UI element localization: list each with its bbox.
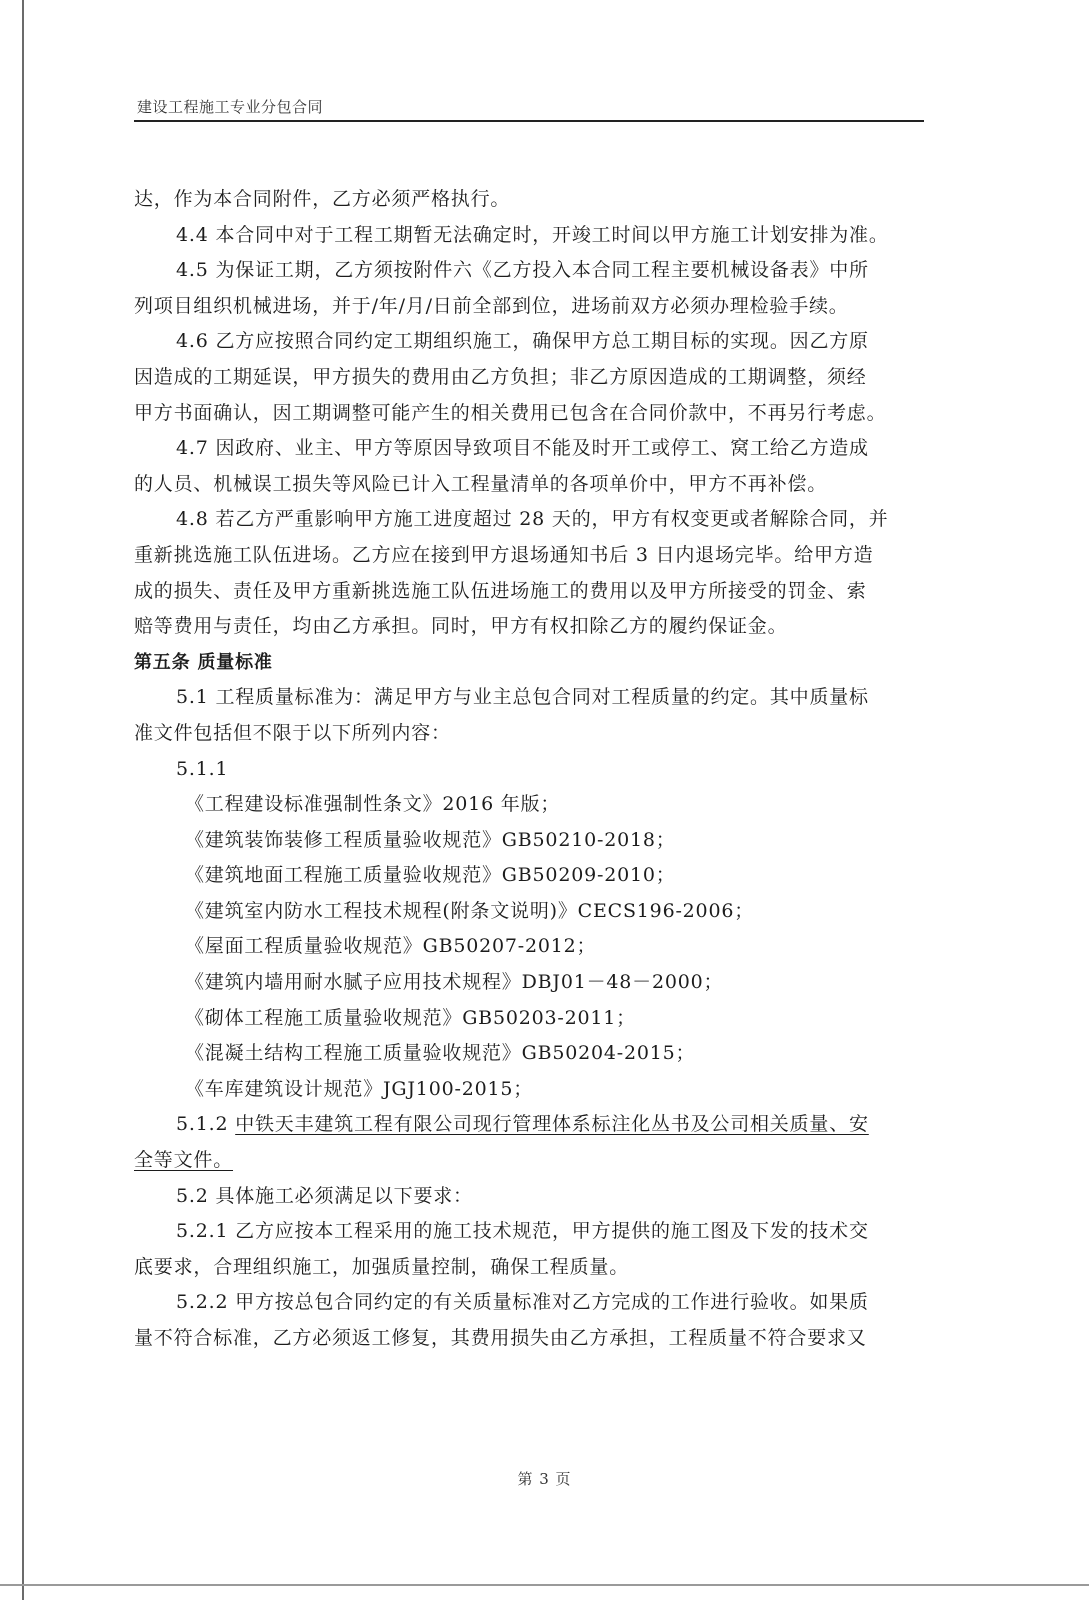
- standard-list-item: 《工程建设标准强制性条文》2016 年版；: [185, 793, 561, 816]
- paragraph-line: 准文件包括但不限于以下所列内容：: [134, 721, 451, 744]
- contract-body: [134, 182, 924, 1357]
- clause-5-2: 5.2 具体施工必须满足以下要求：: [176, 1184, 473, 1207]
- clause-number: 5.1.2: [176, 1113, 236, 1136]
- paragraph-line: 量不符合标准，乙方必须返工修复，其费用损失由乙方承担，工程质量不符合要求又: [134, 1327, 867, 1349]
- clause-5-1-1: 5.1.1: [176, 757, 229, 780]
- paragraph-line: 重新挑选施工队伍进场。乙方应在接到甲方退场通知书后 3 日内退场完毕。给甲方造: [134, 543, 874, 566]
- clause-4-6: 4.6 乙方应按照合同约定工期组织施工，确保甲方总工期目标的实现。因乙方原: [176, 330, 869, 353]
- clause-4-7: 4.7 因政府、业主、甲方等原因导致项目不能及时开工或停工、窝工给乙方造成: [176, 437, 869, 460]
- standard-list-item: 《建筑内墙用耐水腻子应用技术规程》DBJ01－48－2000；: [185, 971, 724, 994]
- clause-4-4: 4.4 本合同中对于工程工期暂无法确定时，开竣工时间以甲方施工计划安排为准。: [176, 223, 889, 246]
- clause-5-2-2: 5.2.2 甲方按总包合同约定的有关质量标准对乙方完成的工作进行验收。如果质: [176, 1291, 869, 1314]
- paragraph-line: 因造成的工期延误，甲方损失的费用由乙方负担；非乙方原因造成的工期调整，须经: [134, 365, 867, 388]
- underlined-text: 全等文件。: [134, 1149, 234, 1172]
- standard-list-item: 《混凝土结构工程施工质量验收规范》GB50204-2015；: [185, 1042, 696, 1065]
- paragraph-line: 达，作为本合同附件，乙方必须严格执行。: [134, 188, 511, 210]
- paragraph-line: 甲方书面确认，因工期调整可能产生的相关费用已包含在合同价款中，不再另行考虑。: [134, 401, 887, 424]
- paragraph-line: 赔等费用与责任，均由乙方承担。同时，甲方有权扣除乙方的履约保证金。: [134, 615, 788, 638]
- paragraph-line: [134, 1143, 924, 1179]
- standard-list-item: 《建筑地面工程施工质量验收规范》GB50209-2010；: [185, 864, 676, 887]
- standard-list-item: 《砌体工程施工质量验收规范》GB50203-2011；: [185, 1006, 636, 1029]
- clause-4-5: 4.5 为保证工期，乙方须按附件六《乙方投入本合同工程主要机械设备表》中所: [176, 259, 869, 282]
- scan-edge-bottom: [0, 1584, 1089, 1586]
- section-heading-article-5: 第五条 质量标准: [134, 651, 273, 673]
- underlined-text: 中铁天丰建筑工程有限公司现行管理体系标注化丛书及公司相关质量、安: [235, 1113, 869, 1136]
- standard-list-item: 《车库建筑设计规范》JGJ100-2015；: [185, 1077, 534, 1100]
- scan-edge-left: [22, 0, 24, 1600]
- page-number: 第 3 页: [517, 1470, 572, 1488]
- standard-list-item: 《建筑装饰装修工程质量验收规范》GB50210-2018；: [185, 828, 676, 851]
- clause-4-8: 4.8 若乙方严重影响甲方施工进度超过 28 天的，甲方有权变更或者解除合同，并: [176, 508, 889, 531]
- standard-list-item: 《屋面工程质量验收规范》GB50207-2012；: [185, 935, 597, 958]
- standard-list-item: 《建筑室内防水工程技术规程(附条文说明)》CECS196-2006；: [185, 899, 755, 922]
- clause-5-1-2: [134, 1107, 924, 1143]
- paragraph-line: 成的损失、责任及甲方重新挑选施工队伍进场施工的费用以及甲方所接受的罚金、索: [134, 579, 867, 602]
- header-rule: [134, 120, 924, 122]
- paragraph-line: 底要求，合理组织施工，加强质量控制，确保工程质量。: [134, 1255, 630, 1278]
- clause-5-1: 5.1 工程质量标准为：满足甲方与业主总包合同对工程质量的约定。其中质量标: [176, 686, 869, 709]
- document-header-title: 建设工程施工专业分包合同: [137, 98, 324, 116]
- paragraph-line: 列项目组织机械进场，并于/年/月/日前全部到位，进场前双方必须办理检验手续。: [134, 294, 849, 317]
- clause-5-2-1: 5.2.1 乙方应按本工程采用的施工技术规范，甲方提供的施工图及下发的技术交: [176, 1220, 869, 1243]
- paragraph-line: 的人员、机械误工损失等风险已计入工程量清单的各项单价中，甲方不再补偿。: [134, 472, 828, 495]
